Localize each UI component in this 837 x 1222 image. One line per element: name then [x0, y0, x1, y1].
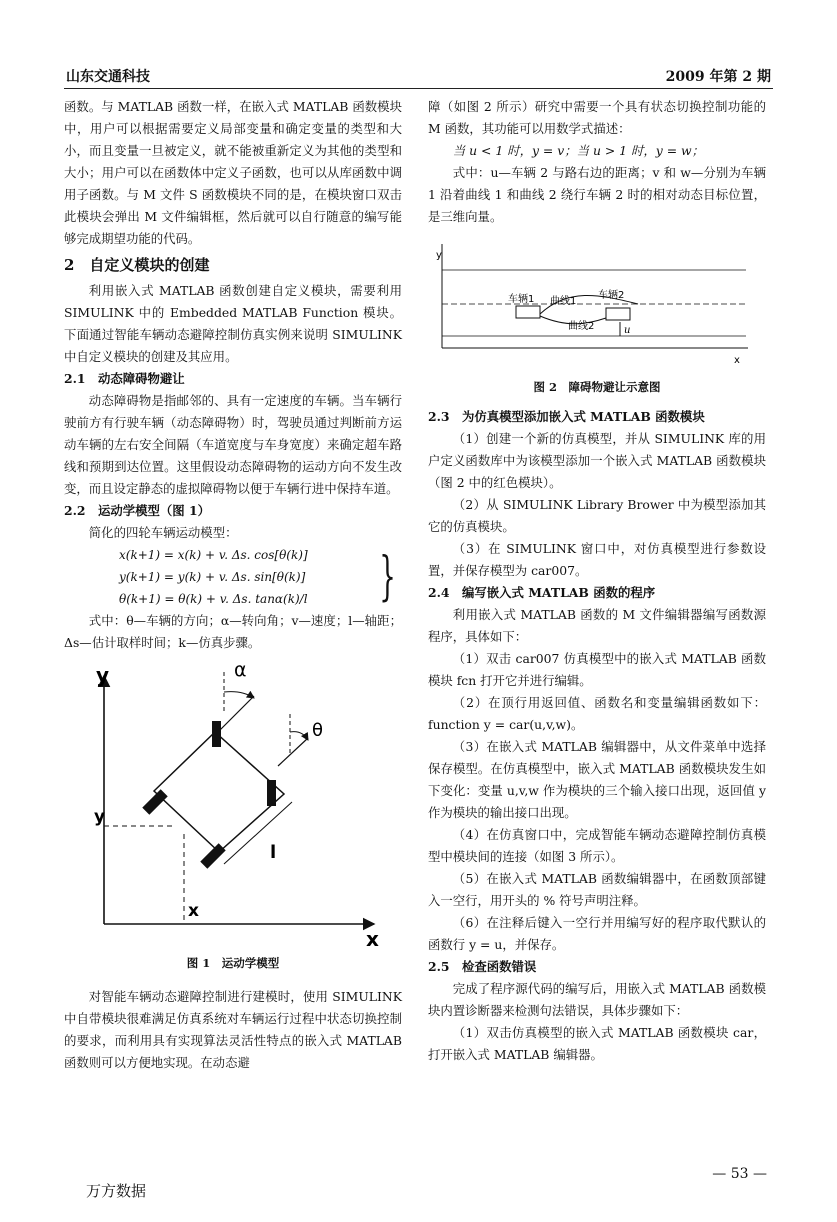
paragraph: （3）在嵌入式 MATLAB 编辑器中，从文件菜单中选择保存模型。在仿真模型中，嵌入式 MATLAB 函数模块发生如下变化：变量 u,v,w 作为模块的三个输入接口出现，返回值 y 作为模块的输出接口出现。	[428, 739, 766, 820]
vehicle-2	[606, 308, 630, 320]
figure-2-caption: 图 2 障碍物避让示意图	[533, 380, 661, 394]
vehicle-1-label: 车辆1	[508, 294, 535, 305]
paragraph: 障（如图 2 所示）研究中需要一个具有状态切换控制功能的 M 函数，其功能可以用数学式描述：	[428, 99, 766, 136]
page-header	[66, 66, 771, 88]
figure-2-obstacle-avoidance	[428, 228, 766, 378]
curve-2-label: 曲线2	[568, 321, 595, 332]
vehicle-body	[154, 732, 284, 852]
distance-u-label: u	[624, 325, 631, 336]
header-rule	[64, 88, 773, 89]
left-column	[64, 96, 402, 1074]
paragraph: （2）从 SIMULINK Library Brower 中为模型添加其它的仿真模块。	[428, 497, 766, 534]
curve-1-label: 曲线1	[550, 296, 577, 307]
page-number: — 53 —	[712, 1166, 767, 1182]
equation: θ(k+1) = θ(k) + v. Δs. tanα(k)/l	[119, 592, 308, 606]
paragraph: 简化的四轮车辆运动模型：	[88, 525, 238, 540]
subsection-heading: 2.2 运动学模型（图 1）	[64, 503, 211, 518]
paragraph: （2）在顶行用返回值、函数名和变量编辑函数如下：function y = car(u,v,w)。	[428, 695, 766, 732]
wheelbase-line	[224, 802, 292, 864]
paragraph: 动态障碍物是指邮邻的、具有一定速度的车辆。当车辆行驶前方有行驶车辆（动态障碍物）时，驾驶员通过判断前方运动车辆的左右安全间隔（车道宽度与车身宽度）来确定超车路线和预期到达位置。这里假设动态障碍物的运动方向不发生改变，而且设定静态的虚拟障碍物以便于车辆行进中保持车道。	[64, 393, 402, 496]
wheelbase-label: l	[270, 842, 277, 863]
x-coordinate-label: x	[188, 901, 199, 921]
journal-name: 山东交通科技	[66, 69, 150, 85]
subsection-heading: 2.5 检查函数错误	[428, 959, 537, 974]
equation-block	[119, 544, 402, 610]
equation: x(k+1) = x(k) + v. Δs. cos[θ(k)]	[119, 548, 308, 562]
alpha-arc	[224, 692, 254, 698]
paragraph: 式中：u—车辆 2 与路右边的距离；v 和 w—分别为车辆 1 沿着曲线 1 和曲线 2 绕行车辆 2 时的相对动态目标位置，是三维向量。	[428, 165, 766, 224]
footer-watermark: 万方数据	[86, 1182, 147, 1200]
paragraph: 利用嵌入式 MATLAB 函数的 M 文件编辑器编写函数源程序，具体如下：	[428, 607, 766, 644]
front-right-wheel	[267, 780, 276, 806]
paragraph: （4）在仿真窗口中，完成智能车辆动态避障控制仿真模型中模块间的连接（如图 3 所示）。	[428, 827, 766, 864]
issue-number: 2009 年第 2 期	[665, 69, 771, 85]
steering-line	[216, 696, 254, 734]
paragraph: （6）在注释后键入一空行并用编写好的程序取代默认的函数行 y = u，并保存。	[428, 915, 766, 952]
y-axis-label: y	[436, 250, 442, 261]
vehicle-1	[516, 306, 540, 318]
equation-brace: }	[379, 547, 396, 607]
subsection-heading: 2.4 编写嵌入式 MATLAB 函数的程序	[428, 585, 656, 600]
right-column	[428, 96, 766, 1066]
x-axis-label: x	[734, 355, 740, 366]
theta-arc	[290, 732, 308, 740]
paragraph: 对智能车辆动态避障控制进行建模时，使用 SIMULINK 中自带模块很难满足仿真系统对车辆运行过程中状态切换控制的要求，而利用具有实现算法灵活性特点的嵌入式 MATLAB 函数则可以方便地实现。在动态避	[64, 989, 402, 1070]
paragraph: 式中：θ—车辆的方向；α—转向角；v—速度；l—轴距；Δs—估计取样时间；k—仿真步骤。	[64, 613, 402, 650]
y-coordinate-label: y	[94, 807, 106, 827]
paragraph: （3）在 SIMULINK 窗口中，对仿真模型进行参数设置，并保存模型为 car007。	[428, 541, 766, 578]
vehicle-2-label: 车辆2	[598, 290, 625, 301]
theta-label: θ	[312, 720, 324, 741]
figure-1-caption: 图 1 运动学模型	[186, 956, 280, 970]
paragraph: （5）在嵌入式 MATLAB 函数编辑器中，在函数顶部键入一空行，用开头的 % 符号声明注释。	[428, 871, 766, 908]
alpha-label: α	[234, 659, 247, 681]
figure-1-kinematic-model	[64, 654, 402, 954]
equation: y(k+1) = y(k) + v. Δs. sin[θ(k)]	[119, 570, 306, 584]
paragraph: （1）创建一个新的仿真模型，并从 SIMULINK 库的用户定义函数库中为该模型添加一个嵌入式 MATLAB 函数模块（图 2 中的红色模块）。	[428, 431, 766, 490]
paragraph: （1）双击仿真模型的嵌入式 MATLAB 函数模块 car，打开嵌入式 MATLAB 编辑器。	[428, 1025, 766, 1062]
paragraph: （1）双击 car007 仿真模型中的嵌入式 MATLAB 函数模块 fcn 打开它并进行编辑。	[428, 651, 766, 688]
subsection-heading: 2.3 为仿真模型添加嵌入式 MATLAB 函数模块	[428, 409, 705, 424]
x-axis-label: x	[366, 927, 379, 951]
y-axis-label: y	[96, 663, 110, 687]
subsection-heading: 2.1 动态障碍物避让	[64, 371, 185, 386]
formula-line: 当 u < 1 时，y = v；当 u > 1 时，y = w；	[452, 143, 705, 158]
heading-line	[278, 738, 308, 766]
section-heading: 2 自定义模块的创建	[64, 256, 210, 274]
paragraph: 函数。与 MATLAB 函数一样，在嵌入式 MATLAB 函数模块中，用户可以根据需要定义局部变量和确定变量的类型和大小，而且变量一旦被定义，就不能被重新定义为其他的类型和大小；用户可以在函数体中定义子函数，也可以从库函数中调用子函数。与 M 文件 S 函数模块不同的是，在模块窗口双击此模块会弹出 M 文件编辑框，然后就可以自行随意的编写能够完成期望功能的代码。	[64, 99, 402, 246]
paragraph: 完成了程序源代码的编写后，用嵌入式 MATLAB 函数模块内置诊断器来检测句法错误，具体步骤如下：	[428, 981, 766, 1018]
paragraph: 利用嵌入式 MATLAB 函数创建自定义模块，需要利用 SIMULINK 中的 Embedded MATLAB Function 模块。下面通过智能车辆动态避障控制仿真实例来说明 SIMULINK 中自定义模块的创建及其应用。	[64, 283, 402, 364]
rear-left-wheel	[142, 789, 167, 814]
